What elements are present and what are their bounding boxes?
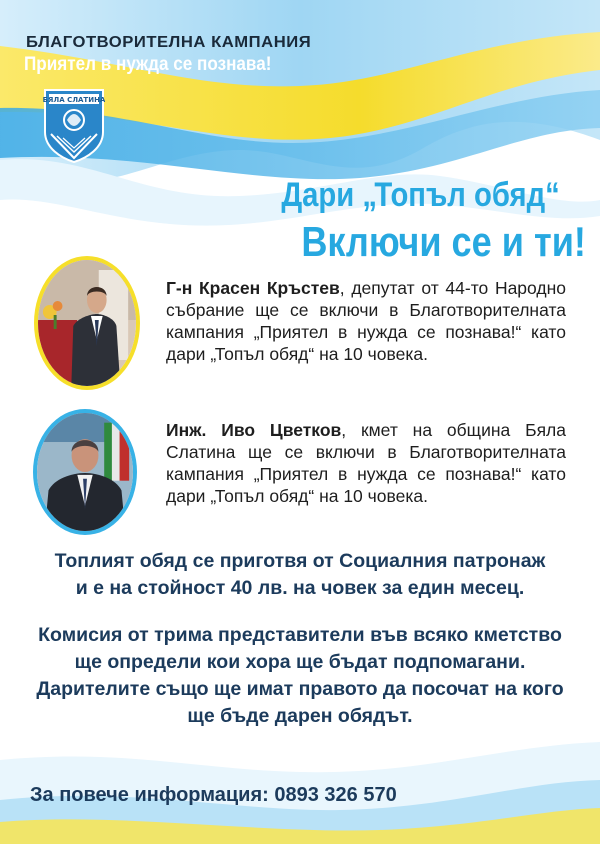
svg-text:БЯЛА СЛАТИНА: БЯЛА СЛАТИНА	[43, 96, 105, 104]
donor-2-description	[166, 419, 566, 507]
donor-2-name: Инж. Иво Цветков	[166, 420, 342, 440]
commission-info	[0, 622, 600, 730]
commission-line: Дарителите също ще имат правото да посочат на кого	[36, 678, 564, 700]
municipality-crest-logo	[43, 88, 105, 164]
donor-1-description	[166, 277, 566, 365]
donor-2-photo	[33, 409, 137, 535]
commission-line: ще бъде дарен обядът.	[187, 705, 413, 727]
campaign-kicker: БЛАГОТВОРИТЕЛНА КАМПАНИЯ	[26, 34, 312, 51]
commission-line: ще определи кои хора ще бъдат подпомагани.	[74, 651, 526, 673]
donor-1-name: Г-н Красен Кръстев	[166, 278, 340, 298]
donor-1-text: , депутат от 44-то Народно събрание ще се включи в Благотворителната кампания „Приятел в нужда се познава!“ като дари „Топъл обяд“ на 10 човека.	[166, 278, 566, 364]
commission-line: Комисия от трима представители във всяко кметство	[38, 624, 562, 646]
meal-cost-info	[0, 548, 600, 602]
headline-join: Включи се и ти!	[301, 218, 586, 265]
donor-2-text: , кмет на община Бяла Слатина ще се включи в Благотворителната кампания „Приятел в нужда се познава!“ като дари „Топъл обяд“ на 10 човека.	[166, 420, 566, 506]
contact-phone-info: За повече информация: 0893 326 570	[30, 784, 397, 806]
meal-cost-line: Топлият обяд се приготвя от Социалния патронаж	[54, 550, 546, 572]
donor-1-photo	[34, 256, 140, 390]
campaign-motto: Приятел в нужда се познава!	[24, 54, 272, 75]
meal-cost-line: и е на стойност 40 лв. на човек за един месец.	[75, 577, 525, 599]
headline-donate: Дари „Топъл обяд“	[281, 176, 560, 214]
